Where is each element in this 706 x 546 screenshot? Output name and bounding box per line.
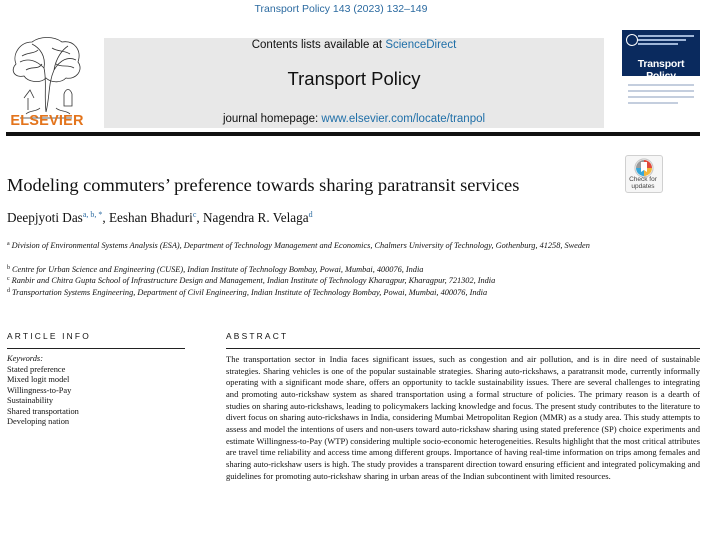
homepage-prefix: journal homepage:: [222, 113, 322, 125]
author-name[interactable]: Nagendra R. Velaga: [203, 210, 309, 225]
author-name[interactable]: Deepjyoti Das: [7, 210, 83, 225]
keywords-label: Keywords:: [7, 354, 43, 363]
affiliation-item: [7, 274, 602, 286]
contents-prefix: Contents lists available at: [251, 39, 386, 51]
affiliation-item: [7, 286, 602, 298]
publisher-name: ELSEVIER: [10, 113, 84, 129]
journal-title: Transport Policy: [287, 68, 421, 89]
affiliation-item: [7, 239, 602, 251]
author-affiliation-marks[interactable]: d: [308, 210, 313, 219]
author-list: Deepjyoti Das$^{a, b, *}$, Eeshan Bhaduri$^c$, Nagendra R. Velaga$^d$: [7, 210, 313, 225]
author-name[interactable]: Eeshan Bhaduri: [108, 210, 193, 225]
author-affiliation-marks[interactable]: a, b, *: [82, 210, 103, 219]
author-affiliation-marks[interactable]: c: [192, 210, 197, 219]
article-info-heading: ARTICLE INFO: [7, 331, 91, 341]
keyword-item[interactable]: Willingness-to-Pay: [7, 385, 72, 395]
abstract-heading: ABSTRACT: [226, 331, 289, 341]
keyword-list: [7, 365, 79, 427]
sciencedirect-link[interactable]: ScienceDirect: [385, 39, 457, 51]
affiliation-mark: d: [7, 288, 10, 294]
affiliation-mark: c: [7, 276, 10, 282]
keyword-item[interactable]: Developing nation: [7, 417, 70, 427]
keyword-item[interactable]: Mixed logit model: [7, 375, 70, 385]
check-for-updates-label[interactable]: Check for updates: [629, 176, 657, 190]
article-title: Modeling commuters’ preference towards sharing paratransit services: [7, 175, 520, 195]
article-info-rule: [7, 348, 185, 349]
keyword-item[interactable]: Stated preference: [7, 365, 66, 374]
journal-homepage-link[interactable]: www.elsevier.com/locate/tranpol: [321, 113, 486, 125]
affiliation-text: Division of Environmental Systems Analysis (ESA), Department of Technology Management and Economics, Chalmers University of Technology, Gothenburg, 41258, Sweden: [11, 241, 590, 250]
contents-line: [104, 39, 604, 51]
keyword-item[interactable]: Sustainability: [7, 396, 54, 406]
abstract-body: The transportation sector in India faces significant issues, such as congestion and air pollution, and is in dire need of sustainable strategies. Sharing vehicles is one of the popular sustainable strategies. Sharing auto-rickshaws, a paratransit mode, currently informally operating with a significant mode share, offers an opportunity to tackle sustainability issues. There are several challenges to integrating and promoting auto-rickshaw system as shared transportation using a formal structure of policies. The primary reason is a dearth of studies on sharing auto-rickshaws, leading to policymakers lacking knowledge and focus. The present study contributes to the literature to divert focus on sharing auto-rickshaws in India, considering Mumbai Metropolitan Region (MMR) as a study area. This study attempts to assess and model the intentions of users and non-users toward auto-rickshaw sharing using stated preference (SP) choice experiments and estimate Willingness-to-Pay (WTP) considering multiple socio-economic heterogeneities. Results highlight that the most critical attributes are travel time reliability and access time among different groups. Importance of having real-time information on trips among females and sharing auto-rickshaw users is high. The study provides a transparent direction toward ensuring efficient and integrated policymaking and guidelines for promoting auto-rickshaw sharing in urban areas of the Indian subcontinent with limited resources.: [226, 354, 700, 481]
header-rule: [6, 132, 700, 136]
affiliation-text: Centre for Urban Science and Engineering (CUSE), Indian Institute of Technology Bombay, Powai, Mumbai, 400076, India: [12, 265, 424, 274]
affiliation-text: Ranbir and Chitra Gupta School of Infrastructure Design and Management, Indian Institute of Technology Kharagpur, Kharagpur, 721302, India: [11, 276, 496, 285]
affiliation-mark: b: [7, 265, 10, 271]
keyword-item[interactable]: Shared transportation: [7, 406, 79, 416]
homepage-line: [104, 113, 604, 125]
affiliation-text: Transportation Systems Engineering, Department of Civil Engineering, Indian Institute of Technology Bombay, Powai, Mumbai, 400076, India: [12, 288, 488, 297]
affiliation-mark: a: [7, 241, 10, 247]
cover-title: Transport Policy: [637, 58, 685, 82]
abstract-rule: [226, 348, 700, 349]
journal-citation[interactable]: Transport Policy 143 (2023) 132–149: [254, 3, 428, 15]
